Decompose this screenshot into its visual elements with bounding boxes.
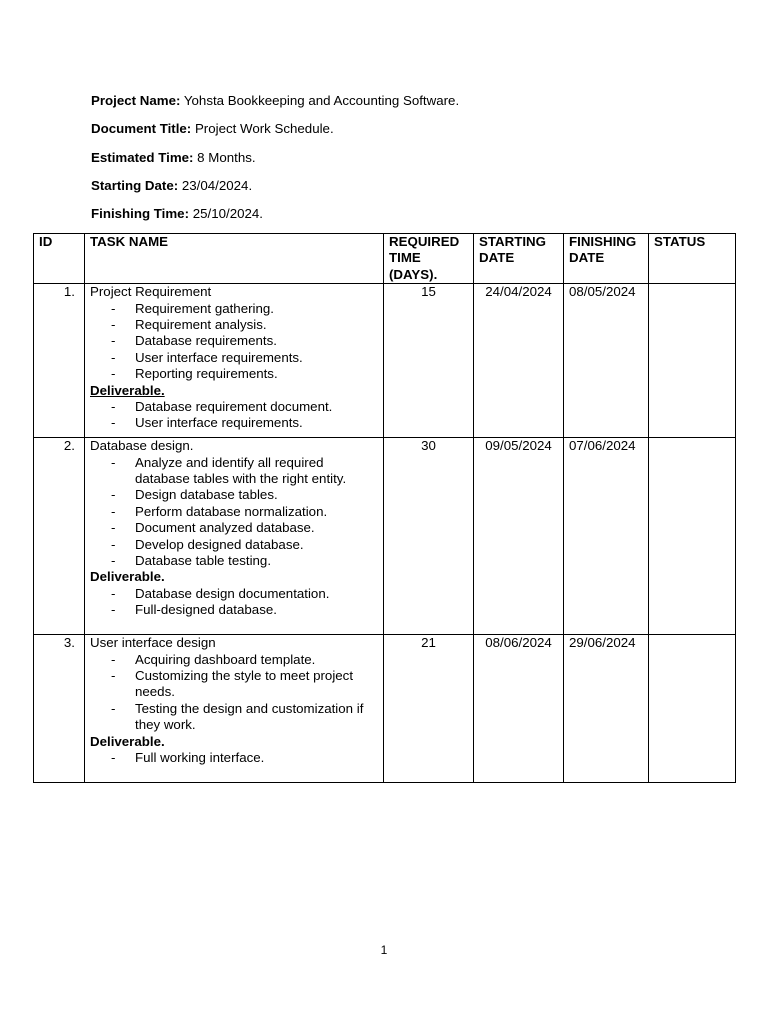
list-item: - Database requirement document. [111,399,378,415]
row-id: 1. [34,284,85,438]
row-id: 2. [34,438,85,635]
task-items [90,652,378,734]
meta-value: 8 Months. [197,149,256,165]
task-cell [85,284,384,438]
starting-date-cell: 08/06/2024 [474,635,564,783]
header-task-name: TASK NAME [85,234,384,284]
finishing-date-cell: 08/05/2024 [564,284,649,438]
meta-value: Project Work Schedule. [194,121,334,137]
list-item: - Database requirements. [111,333,378,349]
status-cell [649,438,736,635]
list-item: - Perform database normalization. [111,504,378,520]
list-item: - Develop designed database. [111,537,378,553]
task-title: Project Requirement [90,284,212,300]
page-number: 1 [380,943,388,957]
meta-label: Starting Date: [91,177,179,193]
required-time-cell: 21 [384,635,474,783]
meta-label: Project Name: [91,93,181,108]
finishing-date-cell: 07/06/2024 [564,438,649,635]
list-item: - Acquiring dashboard template. [111,652,378,668]
deliverable-heading: Deliverable. [90,733,165,749]
header-starting-date: STARTING DATE [474,234,564,284]
list-item: - Reporting requirements. [111,366,378,382]
task-cell [85,438,384,635]
starting-date-cell: 09/05/2024 [474,438,564,635]
list-item: - Customizing the style to meet project needs. [111,668,378,701]
list-item: - Full-designed database. [111,602,378,618]
deliverable-items [90,586,378,619]
task-title: Database design. [90,438,194,454]
list-item: - Document analyzed database. [111,520,378,536]
task-items [90,301,378,383]
list-item: - Database design documentation. [111,586,378,602]
header-finishing-date: FINISHING DATE [564,234,649,284]
list-item: - Design database tables. [111,487,378,503]
task-items [90,455,378,570]
work-schedule-table [33,233,736,783]
status-cell [649,635,736,783]
meta-value: 23/04/2024. [181,177,253,193]
meta-value: Yohsta Bookkeeping and Accounting Software. [183,93,460,108]
meta-starting-date [91,177,459,205]
table-row [34,438,736,635]
required-time-cell: 15 [384,284,474,438]
meta-estimated-time [91,149,459,177]
list-item: - User interface requirements. [111,350,378,366]
deliverable-heading: Deliverable. [90,569,165,585]
status-cell [649,284,736,438]
meta-document-title [91,120,459,148]
meta-label: Finishing Time: [91,206,190,222]
list-item: - User interface requirements. [111,415,378,431]
meta-value: 25/10/2024. [192,206,263,222]
list-item: - Testing the design and customization if they work. [111,701,378,734]
task-title: User interface design [90,635,216,651]
meta-label: Estimated Time: [91,149,194,165]
header-id: ID [34,234,85,284]
deliverable-heading: Deliverable. [90,382,165,398]
table-header-row [34,234,736,284]
table-row [34,635,736,783]
required-time-cell: 30 [384,438,474,635]
list-item: - Requirement gathering. [111,301,378,317]
finishing-date-cell: 29/06/2024 [564,635,649,783]
header-required-time: REQUIRED TIME (DAYS). [384,234,474,284]
meta-project-name [91,92,459,120]
deliverable-items [90,750,378,766]
task-cell [85,635,384,783]
list-item: - Analyze and identify all required database tables with the right entity. [111,455,378,488]
document-meta [91,92,459,233]
list-item: - Requirement analysis. [111,317,378,333]
meta-label: Document Title: [91,121,192,137]
row-id: 3. [34,635,85,783]
list-item: - Full working interface. [111,750,378,766]
starting-date-cell: 24/04/2024 [474,284,564,438]
header-status: STATUS [649,234,736,284]
list-item: - Database table testing. [111,553,378,569]
deliverable-items [90,399,378,432]
table-row [34,284,736,438]
meta-finishing-time [91,205,459,233]
